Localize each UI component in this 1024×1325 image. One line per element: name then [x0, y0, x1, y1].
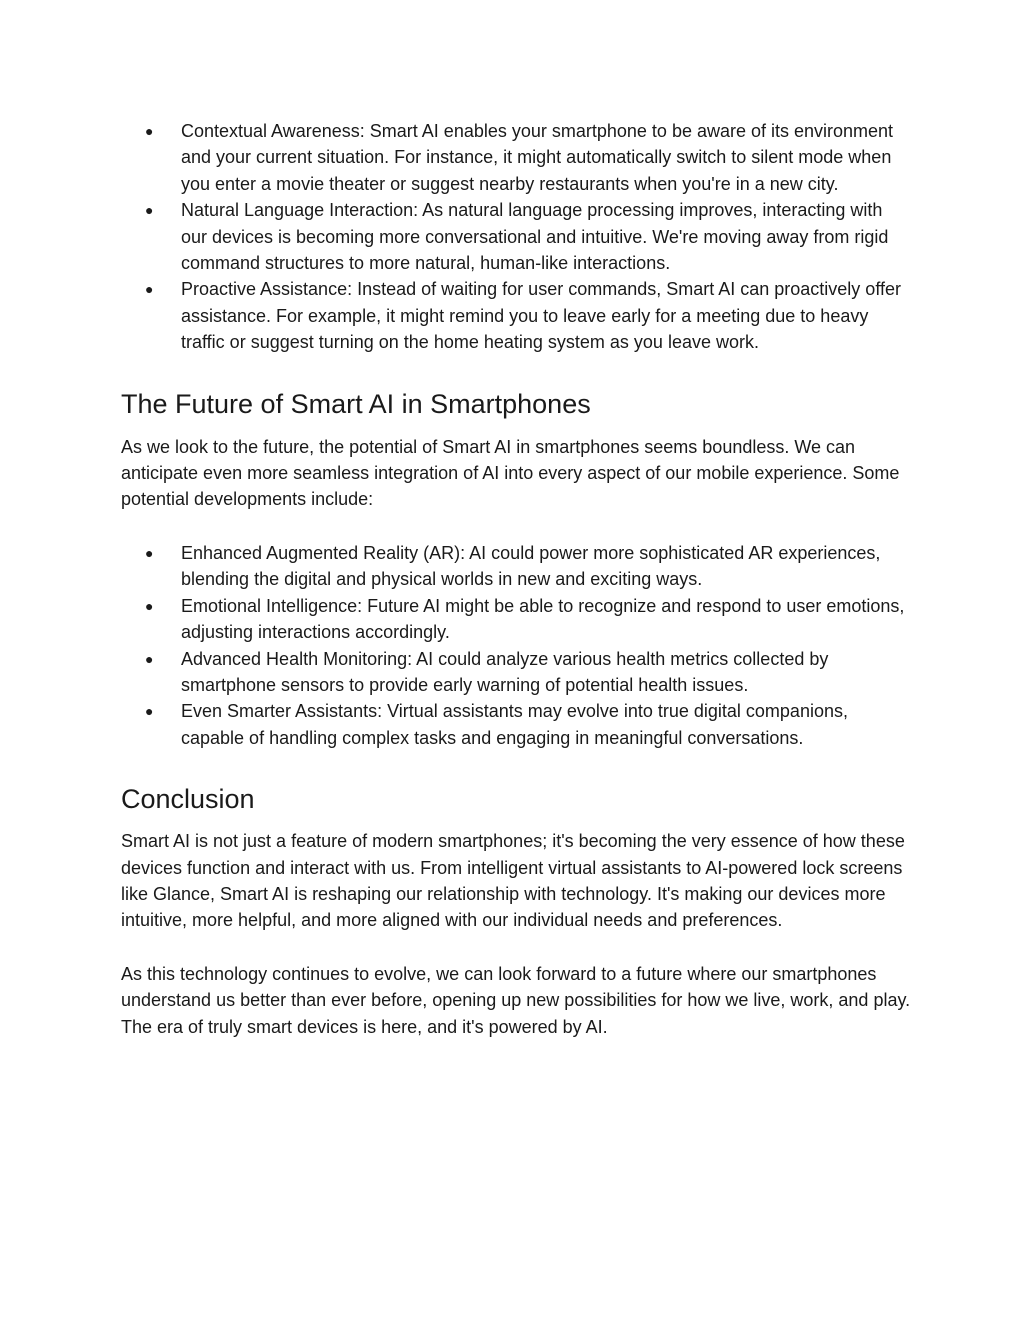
list-item — [121, 118, 911, 197]
list-item-text: Even Smarter Assistants: Virtual assistants may evolve into true digital companions, capable of handling complex tasks and engaging in meaningful conversations. — [181, 701, 848, 748]
bullet-icon: ● — [145, 597, 154, 614]
future-intro-paragraph: As we look to the future, the potential of Smart AI in smartphones seems boundless. We can anticipate even more seamless integration of AI into every aspect of our mobile experience. Some potential developments include: — [121, 436, 900, 510]
list-item-text: Advanced Health Monitoring: AI could analyze various health metrics collected by smartphone sensors to provide early warning of potential health issues. — [181, 648, 829, 695]
list-item — [121, 698, 911, 751]
bullet-icon: ● — [145, 123, 154, 139]
bullet-icon: ● — [145, 281, 154, 298]
section-heading-future: The Future of Smart AI in Smartphones — [121, 388, 591, 419]
bullet-icon: ● — [145, 650, 154, 667]
bullet-icon: ● — [145, 202, 154, 219]
list-item — [121, 540, 911, 593]
list-item-text: Emotional Intelligence: Future AI might be able to recognize and respond to user emotions, adjusting interactions accordingly. — [181, 595, 905, 643]
list-item-text: Proactive Assistance: Instead of waiting for user commands, Smart AI can proactively offer assistance. For example, it might remind you to leave early for a meeting due to heavy traffic or suggest turning on the home heating system as you leave work. — [181, 279, 901, 353]
bullet-icon: ● — [145, 703, 154, 720]
list-item-text: Enhanced Augmented Reality (AR): AI could power more sophisticated AR experiences, blending the digital and physical worlds in new and exciting ways. — [181, 542, 881, 590]
list-item-text: Contextual Awareness: Smart AI enables your smartphone to be aware of its environment and your current situation. For instance, it might automatically switch to silent mode when you enter a movie theater or suggest nearby restaurants when you're in a new city. — [181, 121, 894, 194]
bullet-icon: ● — [145, 544, 154, 561]
list-item — [121, 276, 911, 355]
list-item — [121, 646, 911, 699]
conclusion-paragraph-1: Smart AI is not just a feature of modern smartphones; it's becoming the very essence of how these devices function and interact with us. From intelligent virtual assistants to AI-powered lock screens like Glance, Smart AI is reshaping our relationship with technology. It's making our devices more intuitive, more helpful, and more aligned with our individual needs and preferences. — [121, 831, 905, 931]
document-page — [121, 118, 911, 1040]
list-item-text: Natural Language Interaction: As natural language processing improves, interacting with our devices is becoming more conversational and intuitive. We're moving away from rigid command structures to more natural, human-like interactions. — [181, 200, 889, 274]
future-developments-list — [121, 540, 911, 751]
conclusion-paragraph-2: As this technology continues to evolve, we can look forward to a future where our smartphones understand us better than ever before, opening up new possibilities for how we live, work, and play. The era of truly smart devices is here, and it's powered by AI. — [121, 963, 911, 1037]
feature-list — [121, 118, 911, 356]
section-heading-conclusion: Conclusion — [121, 784, 255, 815]
list-item — [121, 593, 911, 646]
list-item — [121, 197, 911, 276]
